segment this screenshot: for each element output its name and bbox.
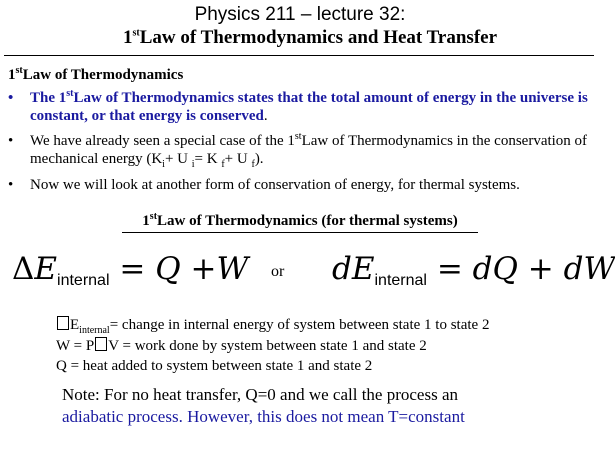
note-line: Note: For no heat transfer, Q=0 and we call the process an (62, 385, 458, 404)
bullet-text: The 1stLaw of Thermodynamics states that the total amount of energy in the universe is constant, or that energy is conserved. (30, 88, 588, 124)
definition-internal-energy: $E_{internal}=$ change in internal energy of system between state 1 to state 2 (56, 316, 489, 334)
bullet-first-law-statement (8, 89, 596, 129)
bullet-text: We have already seen a special case of the 1stLaw of Thermodynamics in the conservation of mechanical energy ($K_i+ U$ $_i$= K $_f$+ U $_f$). (30, 131, 588, 170)
bullet-mechanical-energy (8, 132, 596, 172)
or-label: or (271, 263, 285, 280)
missing-glyph-icon (57, 316, 69, 330)
definition-work: W = P V = work done by system between state 1 and state 2 (56, 338, 427, 354)
missing-glyph-icon (95, 337, 107, 351)
adiabatic-note (62, 384, 592, 428)
note-line: adiabatic process. However, this does not mean T=constant (62, 407, 465, 426)
first-law-equation-differential: $dE_{internal}$ = dQ + dW (332, 251, 615, 289)
first-law-equation-delta: $\Delta E_{internal} = Q +W$ (12, 251, 249, 289)
bullet-icon: • (8, 90, 14, 106)
title-text: Law of Thermodynamics and Heat Transfer (139, 27, 498, 48)
bullet-thermal-systems (8, 176, 596, 196)
section-heading (8, 66, 183, 84)
slide-subtitle (40, 27, 580, 49)
section-number: 1 (8, 67, 16, 83)
slide-title: Physics 211 – lecture 32: (194, 4, 406, 25)
title-number: 1 (122, 27, 133, 48)
thermal-systems-heading: 1stLaw of Thermodynamics (for thermal systems) (142, 211, 458, 229)
bullet-icon: • (8, 133, 14, 149)
bullet-icon: • (8, 177, 14, 193)
bullet-text: Now we will look at another form of conservation of energy, for thermal systems. (30, 177, 520, 193)
title-divider (4, 55, 594, 56)
definition-heat: Q = heat added to system between state 1 and state 2 (56, 358, 373, 374)
heading-underline (122, 232, 478, 233)
section-text: Law of Thermodynamics (22, 67, 184, 83)
section-superscript: st (15, 65, 23, 76)
title-superscript: st (132, 27, 140, 39)
